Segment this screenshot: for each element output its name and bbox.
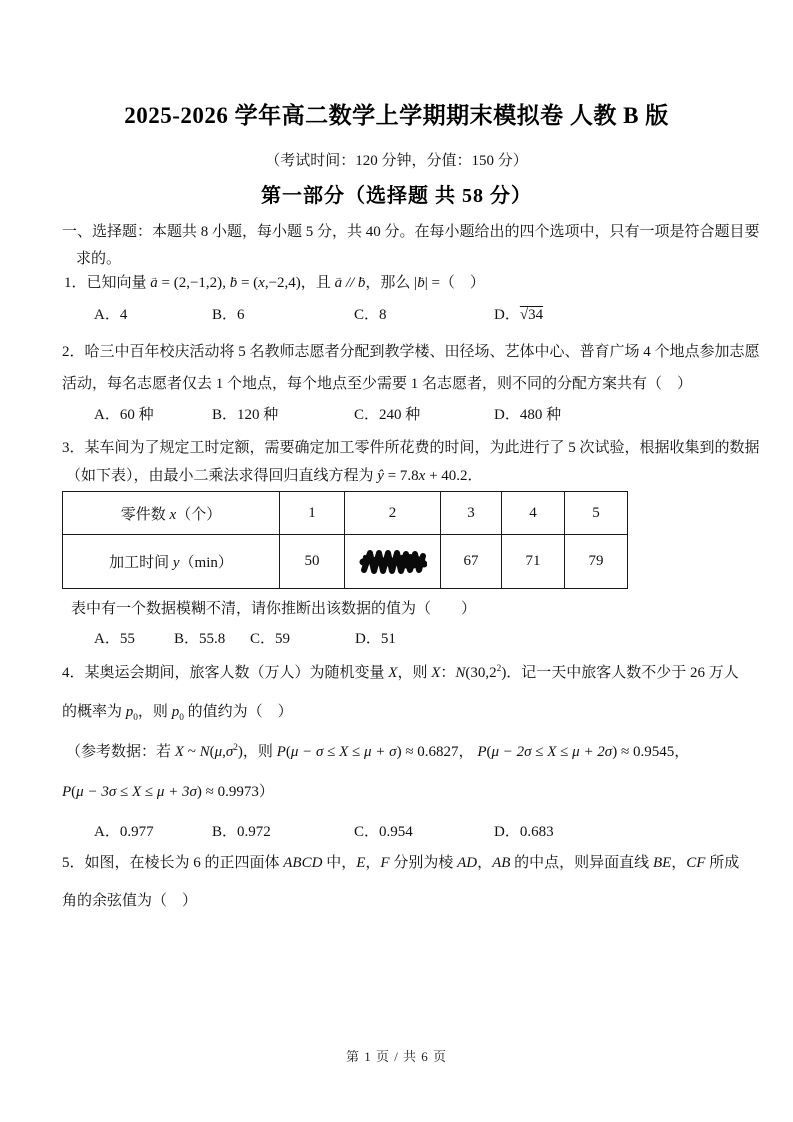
q3-option-c: C．59 <box>250 631 291 647</box>
q2-stem-line-2: 活动，每名志愿者仅去 1 个地点，每个地点至少需要 1 名志愿者，则不同的分配方案共有（ ） <box>62 376 693 392</box>
table-header-x3: 3 <box>441 492 502 535</box>
ink-scribble-icon <box>359 547 427 577</box>
q4-option-c: C．0.954 <box>354 824 413 840</box>
q1-option-c: C．8 <box>354 307 387 323</box>
table-obscured-cell <box>345 535 441 589</box>
q1-option-a: A．4 <box>94 307 128 323</box>
q1-option-b: B．6 <box>212 307 245 323</box>
q2-stem-line-1: 2．哈三中百年校庆活动将 5 名教师志愿者分配到教学楼、田径场、艺体中心、普育广场 4 个地点参加志愿 <box>62 344 760 360</box>
q3-stem-line-1: 3．某车间为了规定工时定额，需要确定加工零件所花费的时间，为此进行了 5 次试验，根据收集到的数据 <box>62 440 760 456</box>
q1-stem: 1．已知向量 a → = (2,−1,2), b → = (x,−2,4)，且 a → // b →，那么 |b →| =（ ） <box>64 271 485 295</box>
table-value-y3: 67 <box>441 535 502 589</box>
section-heading: 第一部分（选择题 共 58 分） <box>261 185 532 207</box>
page-number-indicator: 第 1 页 / 共 6 页 <box>345 1049 448 1064</box>
regression-data-table <box>62 491 628 589</box>
table-header-x2: 2 <box>345 492 441 535</box>
table-value-y4: 71 <box>502 535 565 589</box>
q5-stem-line-1: 5．如图，在棱长为 6 的正四面体 ABCD 中，E，F 分别为棱 AD，AB 的中点，则异面直线 BE，CF 所成 <box>62 855 740 871</box>
q4-options <box>0 820 793 844</box>
q4-stem-line-2: 的概率为 $p_0$，则 $p_0$ 的值约为（ ） <box>62 704 293 723</box>
table-header-row <box>63 492 628 535</box>
q2-option-a: A．60 种 <box>94 407 154 423</box>
q4-reference-line-2: P(μ − 3σ ≤ X ≤ μ + 3σ) ≈ 0.9973） <box>62 784 274 800</box>
q5-stem-line-2: 角的余弦值为（ ） <box>62 893 198 909</box>
q3-stem-line-2: （如下表），由最小二乘法求得回归直线方程为 ŷ = 7.8x + 40.2． <box>66 468 483 484</box>
q3-option-d: D．51 <box>355 631 396 647</box>
exam-info: （考试时间：120 分钟，分值：150 分） <box>265 153 528 169</box>
q3-option-b: B．55.8 <box>174 631 226 647</box>
q4-option-a: A．0.977 <box>94 824 154 840</box>
table-header-x4: 4 <box>502 492 565 535</box>
table-row-label: 加工时间 y（min） <box>63 535 280 589</box>
q1-option-d: D． √ 34 <box>494 303 543 327</box>
q2-options <box>0 403 793 427</box>
q2-option-c: C．240 种 <box>354 407 421 423</box>
table-value-y5: 79 <box>565 535 628 589</box>
q2-option-d: D．480 种 <box>494 407 562 423</box>
table-header-x5: 5 <box>565 492 628 535</box>
table-value-row <box>63 535 628 589</box>
q3-option-a: A．55 <box>94 631 135 647</box>
q4-option-b: B．0.972 <box>212 824 271 840</box>
q4-option-d: D．0.683 <box>494 824 554 840</box>
q4-reference-line-1: （参考数据：若 X ~ $N(\mu,\sigma^2)$，则 P(μ − σ ≤ X ≤ μ + σ) ≈ 0.6827， P(μ − 2σ ≤ X ≤ μ + 2σ) ≈ 0.9545， <box>66 743 690 760</box>
page-title: 2025-2026 学年高二数学上学期期末模拟卷 人教 B 版 <box>124 103 669 128</box>
intro-line-1: 一、选择题：本题共 8 小题，每小题 5 分，共 40 分。在每小题给出的四个选项中，只有一项是符合题目要 <box>62 224 760 240</box>
q3-note: 表中有一个数据模糊不清，请你推断出该数据的值为（ ） <box>71 601 477 617</box>
q2-option-b: B．120 种 <box>212 407 279 423</box>
table-header-label: 零件数 x（个） <box>63 492 280 535</box>
table-value-y1: 50 <box>280 535 345 589</box>
q1-options <box>0 303 793 327</box>
q4-stem-line-1: 4．某奥运会期间，旅客人数（万人）为随机变量 X，则 X：N(30,2$^2$)．记一天中旅客人数不少于 26 万人 <box>62 664 739 681</box>
intro-line-2: 求的。 <box>76 251 122 267</box>
q3-options <box>0 627 793 651</box>
table-header-x1: 1 <box>280 492 345 535</box>
